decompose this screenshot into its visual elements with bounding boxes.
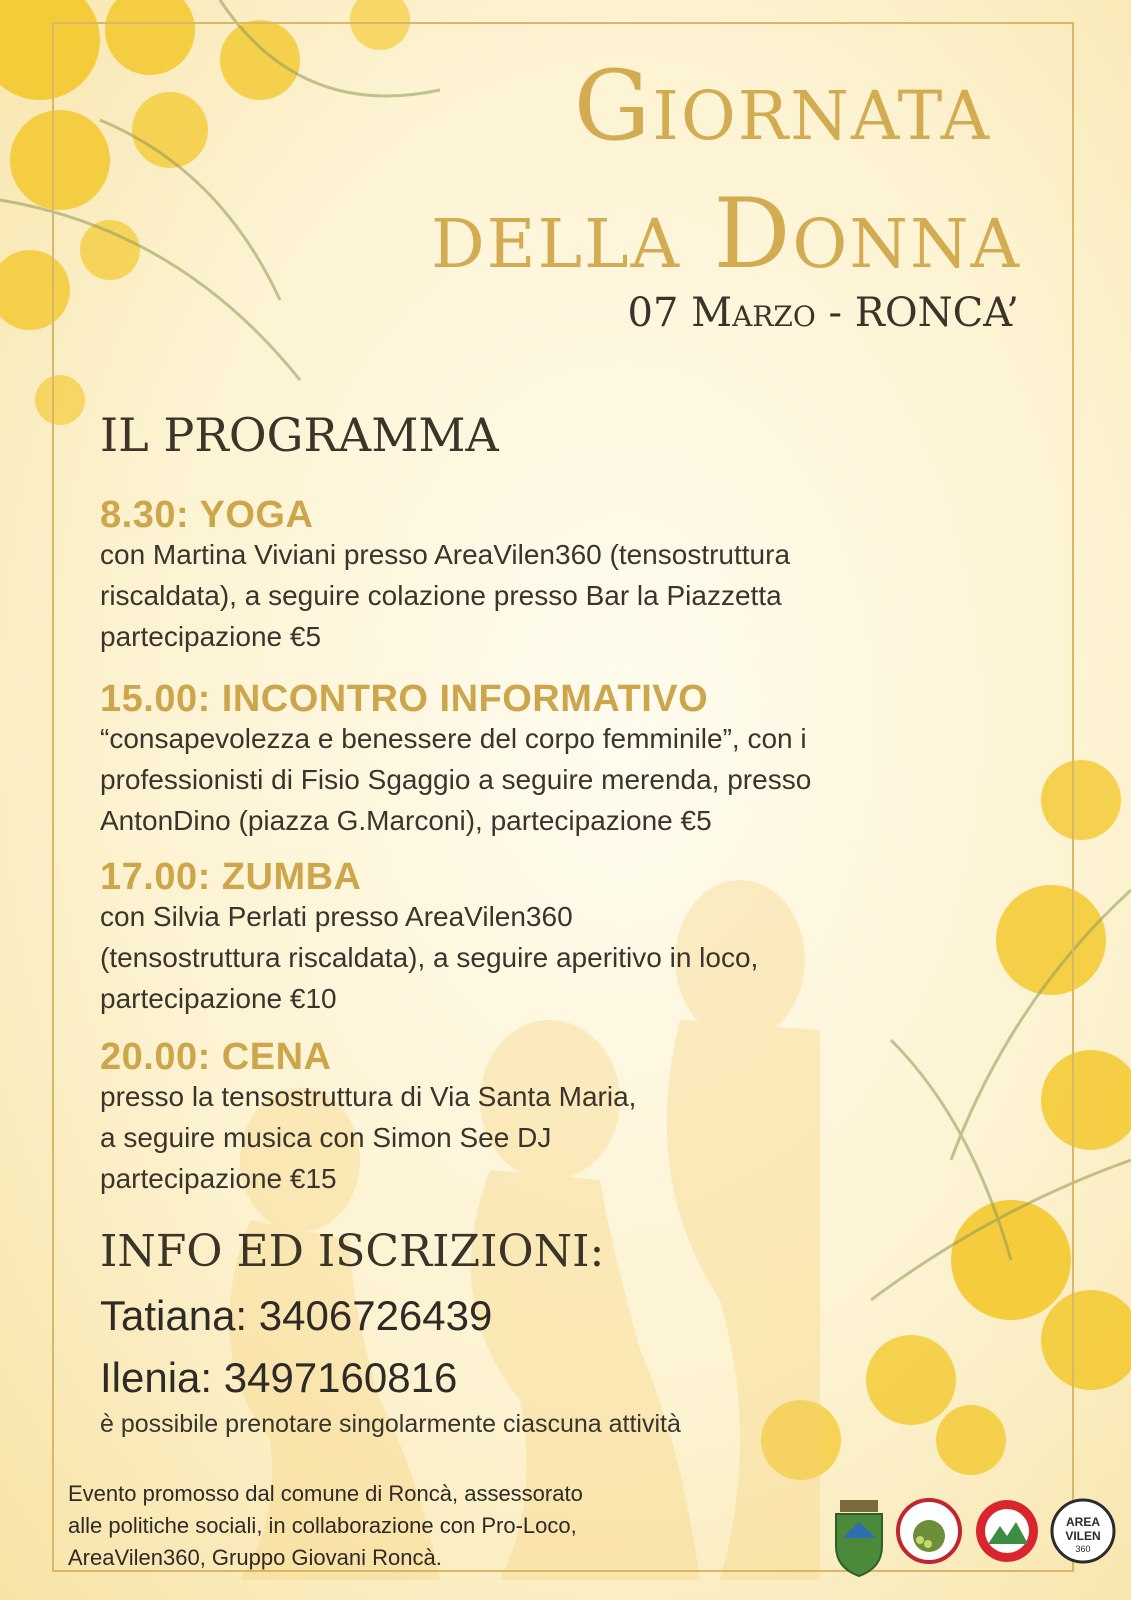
event-incontro: [100, 680, 980, 841]
event-line: AntonDino (piazza G.Marconi), partecipazione €5: [100, 805, 712, 836]
event-time-title: 15.00: INCONTRO INFORMATIVO: [100, 678, 709, 720]
event-description: [100, 534, 980, 657]
gruppo-giovani-logo: [974, 1498, 1040, 1564]
event-line: a seguire musica con Simon See DJ: [100, 1122, 552, 1153]
event-line: con Silvia Perlati presso AreaVilen360: [100, 901, 573, 932]
footer-line: AreaVilen360, Gruppo Giovani Roncà.: [68, 1545, 442, 1570]
event-time-title: 20.00: CENA: [100, 1036, 332, 1078]
event-description: [100, 1076, 980, 1199]
event-line: “consapevolezza e benessere del corpo femminile”, con i: [100, 723, 807, 754]
svg-text:VILEN: VILEN: [1065, 1529, 1101, 1543]
contact-ilenia: Ilenia: 3497160816: [100, 1354, 458, 1401]
title-line-1: Giornata: [573, 50, 991, 162]
program-heading: IL PROGRAMMA: [100, 408, 499, 462]
title-line-2: della Donna: [430, 178, 1021, 290]
event-description: [100, 718, 980, 841]
booking-note: è possibile prenotare singolarmente ciascuna attività: [100, 1410, 681, 1438]
contact-tatiana: Tatiana: 3406726439: [100, 1292, 493, 1339]
info-heading: INFO ED ISCRIZIONI:: [100, 1226, 605, 1277]
event-line: (tensostruttura riscaldata), a seguire aperitivo in loco,: [100, 942, 759, 973]
event-yoga: [100, 496, 980, 657]
event-zumba: [100, 858, 980, 1019]
event-line: professionisti di Fisio Sgaggio a seguire merenda, presso: [100, 764, 812, 795]
event-line: partecipazione €5: [100, 621, 322, 652]
comune-stemma-logo: [826, 1498, 892, 1578]
date-location-subtitle: 07 Marzo - RONCA’: [627, 290, 1019, 336]
svg-text:360: 360: [1075, 1544, 1091, 1554]
areavilen360-logo: [1050, 1498, 1116, 1564]
event-description: [100, 896, 980, 1019]
footer-line: alle politiche sociali, in collaborazione con Pro-Loco,: [68, 1513, 577, 1538]
event-line: riscaldata), a seguire colazione presso Bar la Piazzetta: [100, 580, 782, 611]
event-line: presso la tensostruttura di Via Santa Maria,: [100, 1081, 637, 1112]
event-line: partecipazione €15: [100, 1163, 337, 1194]
footer-credits: [68, 1478, 708, 1574]
event-line: con Martina Viviani presso AreaVilen360 (tensostruttura: [100, 539, 791, 570]
svg-text:AREA: AREA: [1065, 1515, 1101, 1529]
sponsor-logos: [826, 1498, 1126, 1578]
event-line: partecipazione €10: [100, 983, 337, 1014]
pro-loco-logo: [896, 1498, 962, 1564]
event-time-title: 17.00: ZUMBA: [100, 856, 362, 898]
footer-line: Evento promosso dal comune di Roncà, assessorato: [68, 1481, 583, 1506]
event-cena: [100, 1038, 980, 1199]
event-time-title: 8.30: YOGA: [100, 494, 314, 536]
